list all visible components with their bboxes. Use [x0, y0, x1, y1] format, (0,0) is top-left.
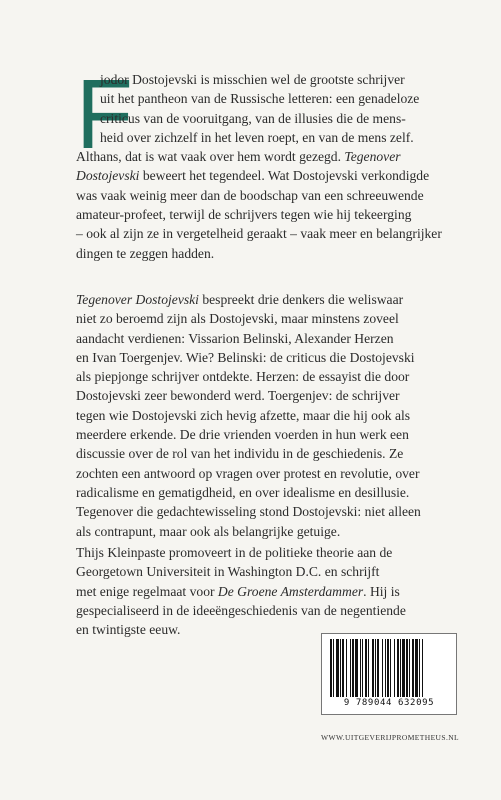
text-line: Georgetown Universiteit in Washington D.C. en schrijft — [76, 564, 380, 580]
barcode-bar — [352, 639, 354, 697]
text-line: radicalisme en gematigdheid, en over idealisme en desillusie. — [76, 484, 410, 500]
barcode-bar — [377, 639, 379, 697]
barcode-bar — [330, 639, 332, 697]
text-line: tegen wie Dostojevski zich hevig afzette, maar die hij ook als — [76, 407, 411, 423]
barcode-bar — [336, 639, 339, 697]
text-line: niet zo beroemd zijn als Dostojevski, maar minstens zoveel — [76, 311, 399, 327]
text-run: . Hij is — [363, 583, 400, 599]
text-line: meerdere erkende. De drie vrienden voerden in hun werk een — [76, 427, 409, 443]
barcode-bar — [387, 639, 389, 697]
barcode-bar — [362, 639, 363, 697]
text-line — [76, 582, 486, 601]
barcode-bar — [394, 639, 395, 697]
barcode-bar — [390, 639, 391, 697]
text-line: amateur-profeet, terwijl de schrijvers tegen wie hij tekeerging — [76, 207, 412, 223]
isbn-number: 9 789044 632095 — [343, 698, 435, 708]
publisher-url: WWW.UITGEVERIJPROMETHEUS.NL — [321, 733, 460, 742]
text-line: was vaak weinig meer dan de boodschap van een schreeuwende — [76, 187, 424, 203]
text-line: en twintigste eeuw. — [76, 622, 181, 638]
magazine-title-italic: De Groene Amsterdammer — [217, 583, 364, 599]
text-line: Tegenover die gedachtewisseling stond Dostojevski: niet alleen — [76, 504, 421, 520]
barcode-bar — [333, 639, 334, 697]
text-line: Thijs Kleinpaste promoveert in de politieke theorie aan de — [76, 545, 393, 560]
second-paragraph — [76, 290, 486, 541]
intro-paragraph — [76, 59, 486, 263]
barcode-bar — [375, 639, 376, 697]
barcode-bar — [415, 639, 418, 697]
text-line: uit het pantheon van de Russische letteren: een genadeloze — [100, 91, 420, 107]
barcode-bar — [402, 639, 405, 697]
barcode-bar — [382, 639, 383, 697]
text-run: met enige regelmaat voor — [76, 583, 218, 599]
book-title-italic: Tegenover Dostojevski — [76, 292, 199, 307]
text-run: Althans, dat is wat vaak over hem wordt gezegd. — [76, 149, 345, 165]
barcode-bars — [330, 639, 448, 699]
text-line: gespecialiseerd in de ideeëngeschiedenis van de negentiende — [76, 602, 406, 618]
barcode-bar — [409, 639, 410, 697]
text-line: als piepjonge schrijver ontdekte. Herzen: de essayist die door — [76, 369, 410, 385]
barcode-bar — [368, 639, 369, 697]
text-line — [76, 147, 486, 166]
text-line: criticus van de vooruitgang, van de illusies die de mens- — [100, 110, 406, 126]
barcode-bar — [400, 639, 401, 697]
text-line: discussie over de rol van het individu in de geschiedenis. Ze — [76, 446, 404, 462]
text-run: beweert het tegendeel. Wat Dostojevski verkondigde — [139, 168, 430, 184]
barcode-bar — [397, 639, 399, 697]
barcode-bar — [340, 639, 341, 697]
barcode-bar — [412, 639, 414, 697]
barcode-bar — [346, 639, 347, 697]
text-line: als contrapunt, maar ook als belangrijke getuige. — [76, 523, 341, 539]
barcode-bar — [372, 639, 374, 697]
barcode-bar — [350, 639, 351, 697]
barcode-bar — [406, 639, 408, 697]
text-line: heid over zichzelf in het leven roept, en van de mens zelf. — [100, 129, 414, 145]
text-line: Dostojevski zeer bewonderd werd. Toergenjev: de schrijver — [76, 388, 400, 404]
isbn-barcode — [321, 633, 457, 715]
drop-cap: F — [76, 59, 133, 169]
text-line: zochten een antwoord op vragen over protest en revolutie, over — [76, 465, 420, 481]
barcode-bar — [360, 639, 361, 697]
barcode-bar — [385, 639, 386, 697]
text-line: dingen te zeggen hadden. — [76, 245, 215, 261]
book-title-italic: Dostojevski — [76, 168, 140, 184]
author-bio — [76, 543, 486, 639]
text-line: aandacht verdienen: Vissarion Belinski, Alexander Herzen — [76, 330, 394, 346]
barcode-bar — [419, 639, 420, 697]
text-line: en Ivan Toergenjev. Wie? Belinski: de criticus die Dostojevski — [76, 349, 415, 365]
barcode-bar — [422, 639, 423, 697]
barcode-bar — [355, 639, 358, 697]
book-title-italic: Tegenover — [344, 149, 401, 165]
barcode-bar — [365, 639, 367, 697]
text-run: bespreekt drie denkers die weliswaar — [198, 292, 404, 307]
text-line: jodor Dostojevski is misschien wel de grootste schrijver — [100, 72, 405, 87]
text-line — [76, 166, 486, 185]
text-line — [76, 290, 486, 309]
barcode-bar — [342, 639, 344, 697]
text-line: – ook al zijn ze in vergetelheid geraakt – vaak meer en belangrijker — [76, 226, 442, 242]
